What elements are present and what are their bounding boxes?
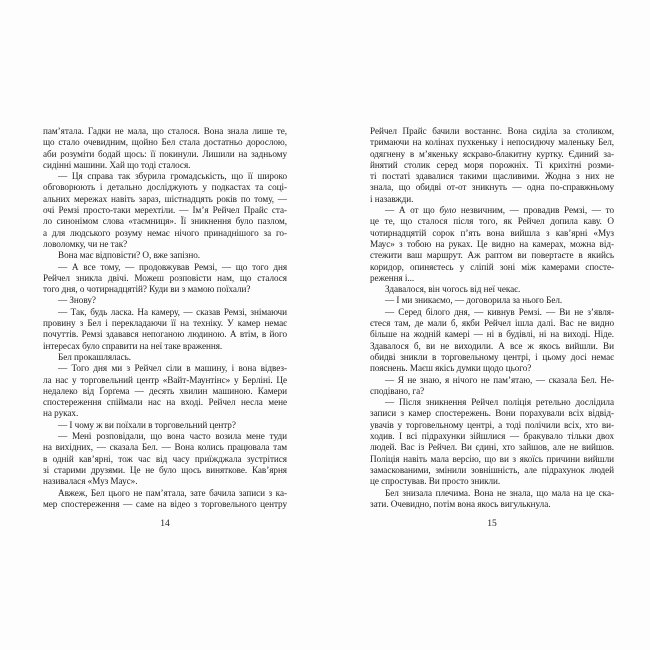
text-line: єтеся там, де мали б, якби Рейчел ішла далі. Вас не видно — [370, 318, 614, 329]
text-line: сподівано, га? — [370, 385, 425, 396]
text-line: коридор, опиняєтесь у сліпій зоні між камерами спосте- — [370, 261, 614, 272]
text-line: — Я не знаю, я нічого не пам’ятаю, — сказала Бел. Не- — [385, 374, 614, 385]
text-line: пояснень. Маєш якісь думки щодо цього? — [370, 363, 532, 374]
text-line: Здавалося, він чогось від неї чекає. — [385, 284, 521, 295]
text-line: альних мережах навіть зараз, шістнадцять років по тому, — — [43, 193, 287, 204]
text-line: — А от що було незвичним, — провадив Ремзі, — то — [385, 205, 614, 216]
text-line: Рейчел Прайс бачили востаннє. Вона сиділа за столиком, — [370, 126, 614, 136]
text-line: — Того дня ми з Рейчел сіли в машину, і вона відвез- — [58, 363, 287, 374]
text-line: того дня, о чотирнадцятій? Куди ви з мамою поїхали? — [43, 284, 251, 295]
text-line: обговорюють і детально досліджують у подкастах та соці- — [43, 182, 287, 193]
text-line: стежити ваш маршрут. Аж раптом ви повертаєте в якийсь — [370, 250, 614, 261]
text-line: ходив. І всі підрахунки зійшлися — бракувало тільки двох — [370, 431, 614, 442]
book-page-right — [370, 126, 614, 529]
page-number-right: 15 — [487, 519, 497, 530]
page-text — [370, 126, 614, 510]
text-line: — Після зникнення Рейчел поліція ретельно дослідила — [385, 397, 614, 408]
text-line: знала, що обидві от-от зникнуть — одна по-справжньому — [370, 182, 614, 193]
text-line: на руках. — [43, 408, 79, 419]
text-line: і назавжди. — [370, 193, 414, 204]
text-line: зі старими друзями. Це не було щось виняткове. Кав’ярня — [43, 464, 287, 475]
text-line: — Знову? — [58, 295, 96, 306]
page-number-left: 14 — [160, 519, 170, 530]
text-line: сидінні машини. Хай що тоді сталося. — [43, 159, 191, 170]
text-line: — І ми зникаємо, — договорила за нього Бел. — [385, 295, 563, 306]
text-line: йнятий столик серед моря порожніх. Ті крихітні розми- — [370, 159, 614, 170]
text-line: пам’ятала. Гадки не мала, що сталося. Вона знала лише те, — [43, 126, 287, 136]
text-line: це спростував. Ви просто зникли. — [370, 476, 501, 487]
book-page-left — [43, 126, 287, 529]
text-line: — І чому ж ви поїхали в торговельний центр? — [58, 419, 236, 430]
page-text — [43, 126, 287, 510]
italic-text: було — [439, 205, 457, 216]
text-line: ловоломку, чи не так? — [43, 238, 128, 249]
text-line: спостереження спіймали нас на вході. Рейчел несла мене — [43, 397, 287, 408]
text-line: — Ця справа так збурила громадськість, що її широко — [58, 171, 287, 182]
text-line: обидві зникли в торговельному центрі, і цьому досі немає — [370, 351, 614, 362]
text-line: записи з камер спостережень. Вони порахували всіх відвід- — [370, 408, 614, 419]
text-line: очі Ремзі просто-таки мерехтіли. — Ім’я Рейчел Прайс ста- — [43, 205, 287, 216]
text-line: чотирнадцятій сорок п’ять вона вийшла з кав’ярні «Муз — [370, 227, 614, 238]
text-line: аби розуміти бодай щось: її покинули. Лишили на задньому — [43, 148, 287, 159]
text-line: Вона має відповісти? О, вже запізно. — [58, 250, 201, 261]
text-line: Бел знизала плечима. Вона не знала, що мала на це ска- — [385, 487, 614, 498]
text-line: Бел прокашлялась. — [58, 351, 132, 362]
text-line: більше на жодній камері — ні в будівлі, ні на виході. Ніде. — [370, 329, 614, 340]
text-line: провину з Бел і перекладаючи її на техніку. У камер немає — [43, 318, 287, 329]
text-line: — А все тому, — продовжував Ремзі, — що того дня — [58, 261, 287, 272]
text-line: недалеко від Ґорґема — десять хвилин машиною. Камери — [43, 385, 287, 396]
text-line: замаскованими, змінили зовнішність, але підрахунок людей — [370, 464, 614, 475]
text-line: а для людського розуму немає нічого принаднішого за го- — [43, 227, 287, 238]
text-line: людей. Вас із Рейчел. Ви єдині, хто зайшов, але не вийшов. — [370, 442, 614, 453]
text-line: почуттів. Ремзі здавався непоганою людиною. А втім, в його — [43, 329, 287, 340]
text-line: тримаючи на колінах пухкеньку і непосидючу маленьку Бел, — [370, 137, 614, 148]
text-line: називалася «Муз Маус». — [43, 476, 138, 487]
text-line: реження і... — [370, 272, 415, 283]
text-line: ла нас у торговельний центр «Вайт-Маунтінс» у Берліні. Це — [43, 374, 287, 385]
text-line: ті постаті здавалися такими щасливими. Жодна з них не — [370, 171, 614, 182]
text-line: Маус» з тобою на руках. Це видно на камерах, можна від- — [370, 238, 614, 249]
text-line: — Серед білого дня, — кивнув Ремзі. — Ви не з’явля- — [385, 306, 614, 317]
text-line: в одній кав’ярні, тож час від часу приїжджала зустрітися — [43, 453, 287, 464]
text-line: увачів у торговельному центрі, а тоді полічили всіх, хто ви- — [370, 419, 614, 430]
text-line: це те, що сталося після того, як Рейчел допила каву. О — [370, 216, 614, 227]
text-line: Рейчел зникла двічі. Можеш розповісти нам, що сталося — [43, 272, 287, 283]
text-line: що стало очевидним, щойно Бел стала достатньо дорослою, — [43, 137, 287, 148]
text-line: Здавалося б, ви не виходили. А все ж якось вийшли. Ви — [370, 340, 614, 351]
text-line: — Мені розповідали, що вона часто возила мене туди — [58, 431, 287, 442]
text-line: на вихідних, — сказала Бел. — Вона колись працювала там — [43, 442, 287, 453]
text-line: зати. Очевидно, потім вона якось вигулькнула. — [370, 498, 551, 509]
text-line: Поліція навіть мала версію, що ви з якоїсь причини вийшли — [370, 453, 614, 464]
text-line: — Так, будь ласка. На камеру, — сказав Ремзі, знімаючи — [58, 306, 287, 317]
text-line: інтересах було справити на неї таке враження. — [43, 340, 223, 351]
text-line: мер спостереження — саме на відео з торговельного центру — [43, 498, 287, 509]
text-line: ло синонімом слова «таємниця». Її зникнення було пазлом, — [43, 216, 287, 227]
text-line: одягнену в м’якеньку яскраво-блакитну куртку. Єдиний за- — [370, 148, 614, 159]
text-line: Авжеж, Бел цього не пам’ятала, зате бачила записи з ка- — [58, 487, 287, 498]
